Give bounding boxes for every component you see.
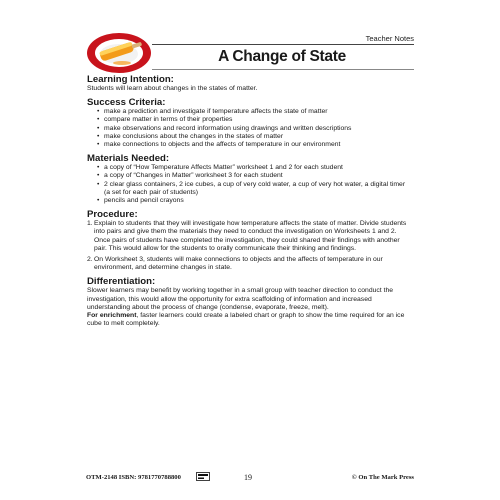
list-item: • make a prediction and investigate if temperature affects the state of matter: [97, 108, 413, 116]
differentiation-section: [87, 276, 413, 328]
learning-intention-section: [87, 74, 413, 93]
list-item: • make observations and record information using drawings and written descriptions: [97, 125, 413, 133]
success-criteria-list: [87, 108, 413, 149]
list-item: • compare matter in terms of their properties: [97, 116, 413, 124]
content-body: [87, 74, 413, 332]
success-criteria-section: [87, 97, 413, 149]
step-text: Explain to students that they will investigate how temperature affects the state of matter. Divide students into pairs and give them the materials they need to conduct the investigation on Worksheets 1 and 2. Once pairs of students have completed the investigation, they could shared their findings with another pair. This would allow for the students to orally communicate their thinking and findings.: [94, 220, 407, 252]
step-number: 1.: [87, 220, 93, 228]
ice-cream-bar-on-plate-icon: [86, 26, 152, 76]
list-item: • a copy of “How Temperature Affects Matter” worksheet 1 and 2 for each student: [97, 164, 413, 172]
materials-list: [87, 164, 413, 205]
success-criteria-heading: Success Criteria:: [87, 97, 166, 109]
differentiation-text: Slower learners may benefit by working together in a small group with teacher direction to conduct the investigation, this would allow the opportunity for extra scaffolding of information and increased understanding about the process of change (condense, evaporate, freeze, melt).: [87, 287, 394, 311]
list-item: • a copy of “Changes in Matter” worksheet 3 for each student: [97, 172, 413, 180]
materials-heading: Materials Needed:: [87, 153, 170, 165]
product-code: OTM-2148 ISBN: 9781770788800: [86, 474, 181, 481]
step-text: On Worksheet 3, students will make connections to objects and the affects of temperature in our environment, and determine changes in state.: [94, 256, 383, 272]
enrichment-text: , faster learners could create a labeled chart or graph to show the time required for an ice cube to melt completely.: [87, 312, 405, 328]
procedure-heading: Procedure:: [87, 209, 138, 221]
list-item: • 2 clear glass containers, 2 ice cubes, a cup of very cold water, a cup of very hot water, a digital timer (a set for each pair of students): [97, 181, 413, 197]
page-title: A Change of State: [218, 48, 346, 65]
list-item: • make connections to objects and the affects of temperature in our environment: [97, 141, 413, 149]
list-item: • pencils and pencil crayons: [97, 197, 413, 205]
materials-section: [87, 153, 413, 205]
enrichment-paragraph: [87, 312, 413, 328]
learning-intention-text: Students will learn about changes in the states of matter.: [87, 85, 258, 92]
step-number: 2.: [87, 256, 93, 264]
learning-intention-heading: Learning Intention:: [87, 74, 174, 85]
page-number: 19: [244, 473, 252, 482]
title-underline: [152, 69, 414, 70]
teacher-notes-label: Teacher Notes: [365, 34, 414, 43]
procedure-section: [87, 209, 413, 272]
publisher-credit: © On The Mark Press: [351, 474, 414, 481]
procedure-step: [87, 256, 413, 272]
list-item: • make conclusions about the changes in the states of matter: [97, 133, 413, 141]
book-icon: [196, 472, 210, 481]
procedure-step: [87, 220, 413, 253]
enrichment-label: For enrichment: [87, 312, 137, 320]
procedure-list: [87, 220, 413, 272]
header-rule: [152, 44, 414, 45]
differentiation-heading: Differentiation:: [87, 276, 156, 288]
